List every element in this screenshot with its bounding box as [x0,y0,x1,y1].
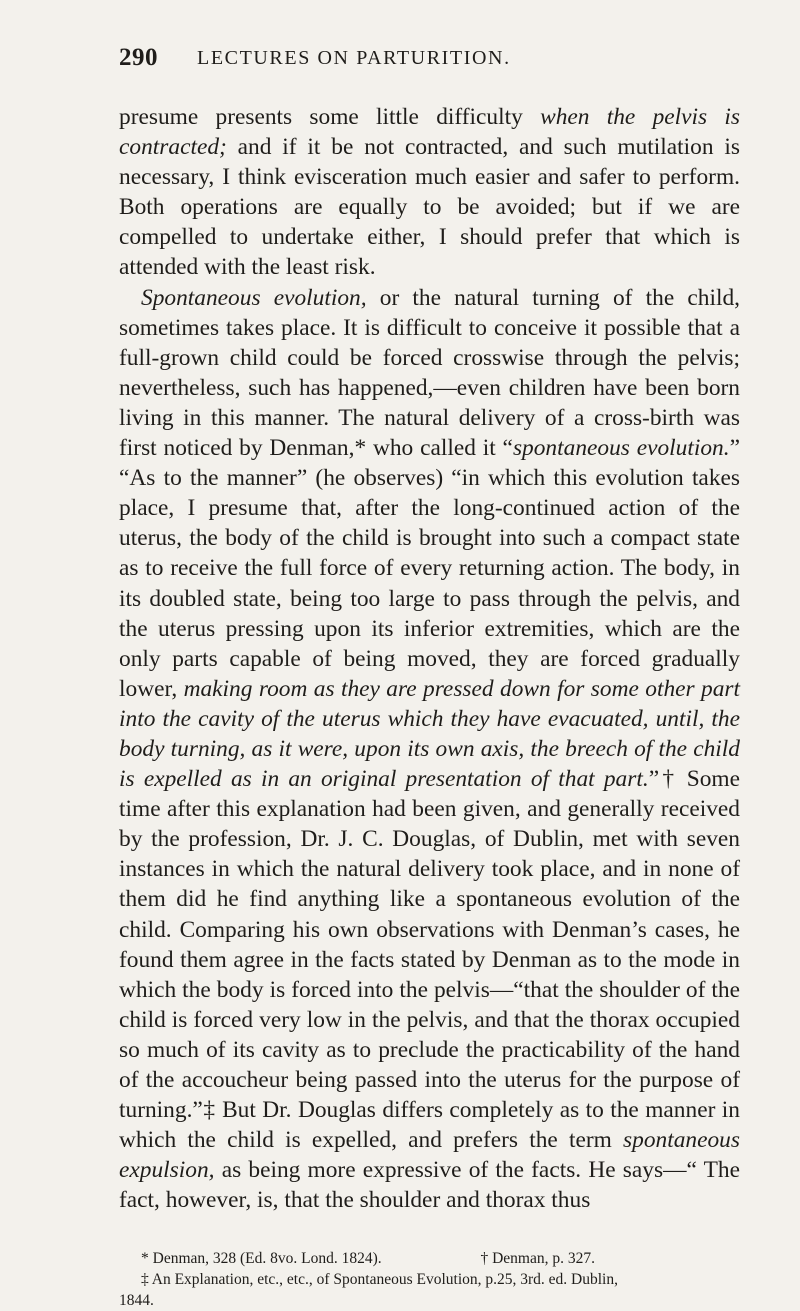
running-head: LECTURES ON PARTURITION. [197,47,511,69]
paragraph-2-text-f: ”† Some time after this explanation had been given, and generally received by the profession, Dr. J. C. Douglas, of Dublin, met with seven instances in which the natural delivery took place, and in none of them did he find anything like a spontaneous evolution of the child. Comparing his own observations with Denman’s cases, he found them agree in the facts stated by Denman as to the mode in which the body is forced into the pelvis—“that the shoulder of the child is forced very low in the pelvis, and that the thorax occupied so much of its cavity as to preclude the practicability of the hand of the accoucheur being passed into the uterus for the purpose of turning.”‡ But Dr. Douglas differs completely as to the manner in which the child is expelled, and prefers the term [119,766,740,1154]
body-text [119,102,740,1215]
paragraph-2-text-b: or the natural turning of the child, sometimes takes place. It is difficult to conceive it possible that a full-grown child could be forced crosswise through the pelvis; nevertheless, such has happened,—even children have been born living in this manner. The natural delivery of a cross-birth was first noticed by Denman,* who called it “ [119,284,740,462]
footnote-2: † Denman, p. 327. [480,1250,595,1267]
paragraph-2-text-h: as being more expressive of the facts. He says—“ The fact, however, is, that the shoulder and thorax thus [119,1157,740,1214]
paragraph-2 [119,283,740,1216]
paragraph-1-italic-b: when the pelvis is contracted; [119,104,741,161]
paragraph-2-italic-e: making room as they are pressed down for some other part into the cavity of the uterus which they have evacuated, until, the body turning, as it were, upon its own axis, the breech of the child is expelled as in an original presentation of that part. [119,675,741,793]
paragraph-1-text-c: and if it be not contracted, and such mutilation is necessary, I think evisceration much easier and safer to perform. Both operations are equally to be avoided; but if we are compelled to undertake either, I should prefer that which is attended with the least risk. [119,134,740,281]
paragraph-1 [119,102,740,283]
footnote-row-1 [119,1248,740,1269]
paragraph-2-italic-a: Spontaneous evolution, [141,284,367,311]
page-header [119,44,739,72]
paragraph-2-italic-g: spontaneous expulsion, [119,1127,740,1184]
paragraph-2-text-d: ” “As to the manner” (he observes) “in which this evolution takes place, I presume that, after the long-continued action of the uterus, the body of the child is brought into such a compact state as to receive the full force of every returning action. The body, in its doubled state, being too large to pass through the pelvis, and the uterus pressing upon its inferior extremities, which are the only parts capable of being moved, they are forced gradually lower, [119,435,740,702]
paragraph-1-text-a: presume presents some little difficulty [119,104,541,130]
footnote-3-continuation: 1844. [119,1292,154,1309]
paragraph-2-italic-c: spontaneous evolution. [512,435,730,462]
footnotes [119,1248,740,1311]
footnote-1: * Denman, 328 (Ed. 8vo. Lond. 1824). [141,1250,382,1267]
footnote-3: ‡ An Explanation, etc., etc., of Spontaneous Evolution, p.25, 3rd. ed. Dublin, [141,1271,618,1288]
page-number: 290 [119,44,158,71]
